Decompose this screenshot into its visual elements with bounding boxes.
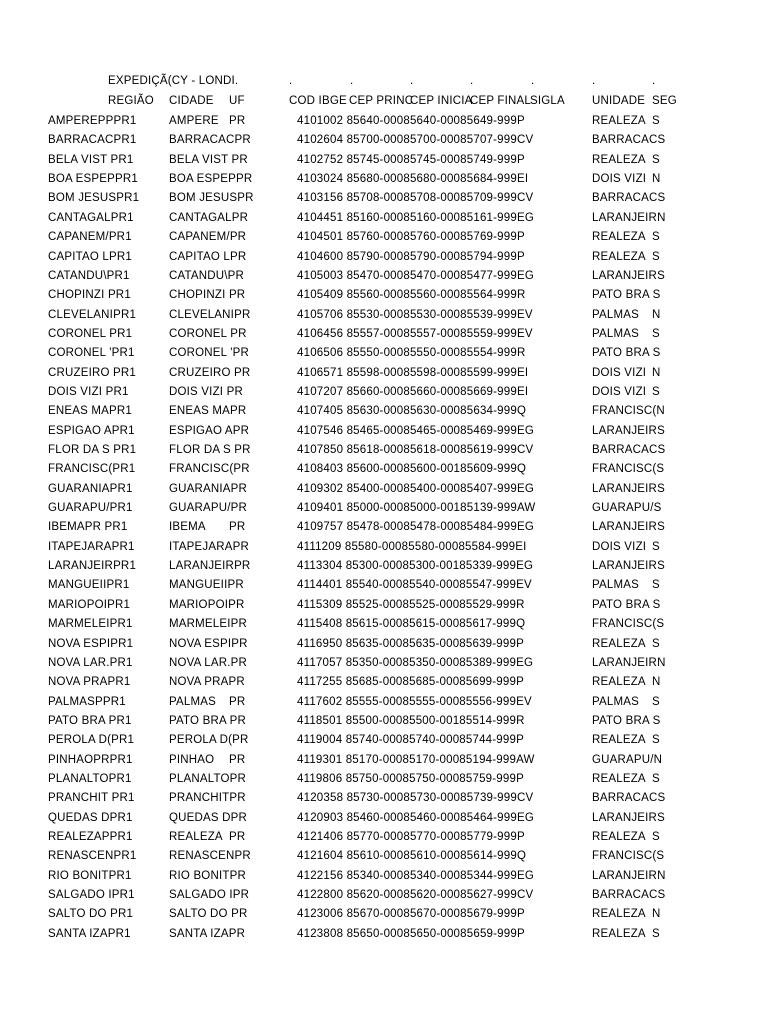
cell-codes: 4103024 85680-00085680-00085684-999EI — [297, 173, 529, 186]
cell-uf: PR — [229, 115, 246, 127]
table-row — [0, 596, 768, 615]
cell-unidade: LARANJEIRN — [592, 869, 666, 882]
table-row — [0, 306, 768, 325]
cell-cidade: MARMELEIPR — [169, 618, 248, 631]
header-cidade: CIDADE — [169, 95, 214, 107]
table-row — [0, 538, 768, 557]
cell-cidade: CHOPINZI PR — [169, 289, 246, 302]
cell-unidade: PALMAS — [592, 327, 640, 340]
cell-regiao: SALGADO IPR1 — [48, 889, 135, 901]
cell-regiao: BOA ESPEPPR1 — [48, 173, 138, 186]
cell-regiao: IBEMAPR PR1 — [48, 521, 128, 534]
cell-unidade: FRANCISC(S — [592, 463, 665, 476]
table-row — [0, 867, 768, 886]
cell-codes: 4102752 85745-00085745-00085749-999P — [297, 153, 525, 166]
cell-unidade: LARANJEIRS — [592, 560, 665, 572]
cell-seg: S — [652, 327, 660, 340]
cell-regiao: GUARANIAPR1 — [48, 482, 133, 495]
cell-regiao: SALTO DO PR1 — [48, 908, 134, 921]
cell-unidade: GUARAPU/S — [592, 502, 662, 514]
cell-regiao: MARIOPOIPR1 — [48, 598, 131, 611]
cell-regiao: GUARAPU/PR1 — [48, 502, 133, 514]
cell-cidade: GUARANIAPR — [169, 482, 248, 495]
table-row — [0, 557, 768, 576]
cell-regiao: MARMELEIPR1 — [48, 618, 133, 631]
header-cep-final: CEP FINAL — [470, 95, 532, 107]
cell-unidade: DOIS VIZI — [592, 173, 647, 186]
cell-codes: 4104501 85760-00085760-00085769-999P — [297, 231, 525, 244]
table-row — [0, 751, 768, 770]
table-row — [0, 422, 768, 441]
cell-cidade: BELA VIST PR — [169, 153, 248, 166]
cell-unidade: PATO BRA S — [592, 289, 661, 302]
cell-seg: S — [652, 540, 660, 553]
cell-codes: 4107546 85465-00085465-00085469-999EG — [297, 424, 534, 437]
cell-unidade: REALEZA — [592, 231, 646, 244]
cell-regiao: CAPITAO LPR1 — [48, 250, 132, 263]
cell-seg: S — [652, 579, 660, 592]
cell-uf: PR — [229, 521, 246, 534]
cell-regiao: PINHAOPRPR1 — [48, 753, 133, 766]
cell-unidade: PALMAS — [592, 579, 640, 592]
cell-cidade: GUARAPU/PR — [169, 502, 248, 514]
cell-unidade: REALEZA — [592, 250, 646, 263]
cell-cidade: CORONEL PR — [169, 327, 247, 340]
table-row — [0, 847, 768, 866]
cell-seg: N — [652, 366, 661, 379]
cell-codes: 4122156 85340-00085340-00085344-999EG — [297, 869, 534, 882]
cell-seg: S — [652, 695, 660, 708]
cell-codes: 4101002 85640-00085640-00085649-999P — [297, 115, 525, 127]
cell-unidade: REALEZA — [592, 153, 646, 166]
cell-regiao: FRANCISC(PR1 — [48, 463, 136, 476]
table-row — [0, 673, 768, 692]
table-row — [0, 499, 768, 518]
header-sigla: SIGLA — [530, 95, 565, 107]
cell-unidade: PATO BRA S — [592, 347, 661, 360]
table-row — [0, 693, 768, 712]
cell-seg: S — [652, 115, 660, 127]
cell-unidade: REALEZA — [592, 927, 646, 940]
table-row — [0, 325, 768, 344]
cell-codes: 4109302 85400-00085400-00085407-999EG — [297, 482, 534, 495]
cell-cidade: BOA ESPEPPR — [169, 173, 253, 186]
cell-unidade: LARANJEIRS — [592, 482, 665, 495]
cell-regiao: RENASCENPR1 — [48, 850, 137, 863]
cell-cidade: ESPIGAO APR — [169, 424, 250, 437]
title-dot: . — [652, 75, 656, 87]
cell-regiao: ITAPEJARAPR1 — [48, 540, 135, 553]
cell-unidade: GUARAPU/N — [592, 753, 663, 766]
cell-codes: 4115408 85615-00085615-00085617-999Q — [297, 618, 526, 631]
cell-cidade: MANGUEIIPR — [169, 579, 244, 592]
cell-regiao: CATANDU\PR1 — [48, 269, 130, 282]
table-row — [0, 828, 768, 847]
cell-regiao: REALEZAPPR1 — [48, 831, 133, 843]
cell-uf: PR — [229, 831, 246, 843]
cell-seg: S — [652, 831, 660, 843]
cell-codes: 4105706 85530-00085530-00085539-999EV — [297, 308, 533, 321]
table-row — [0, 460, 768, 479]
cell-cidade: ENEAS MAPR — [169, 405, 247, 418]
table-row — [0, 131, 768, 150]
table-row — [0, 905, 768, 924]
cell-seg: S — [652, 734, 660, 747]
cell-unidade: LARANJEIRS — [592, 811, 665, 824]
cell-codes: 4123808 85650-00085650-00085659-999P — [297, 927, 525, 940]
cell-cidade: QUEDAS DPR — [169, 811, 248, 824]
cell-unidade: LARANJEIRN — [592, 656, 666, 669]
cell-regiao: CORONEL 'PR1 — [48, 347, 135, 360]
title-dot: . — [470, 75, 474, 87]
cell-codes: 4114401 85540-00085540-00085547-999EV — [297, 579, 532, 592]
cell-unidade: REALEZA — [592, 676, 646, 689]
cell-cidade: CLEVELANIPR — [169, 308, 251, 321]
cell-codes: 4120358 85730-00085730-00085739-999CV — [297, 792, 534, 805]
cell-unidade: PALMAS — [592, 695, 640, 708]
cell-unidade: LARANJEIRS — [592, 424, 665, 437]
cell-unidade: PATO BRA S — [592, 598, 661, 611]
cell-unidade: REALEZA — [592, 734, 646, 747]
cell-regiao: RIO BONITPR1 — [48, 869, 132, 882]
table-row — [0, 925, 768, 944]
cell-cidade: MARIOPOIPR — [169, 598, 245, 611]
cell-regiao: SANTA IZAPR1 — [48, 927, 131, 940]
cell-cidade: LARANJEIRPR — [169, 560, 251, 572]
cell-codes: 4106506 85550-00085550-00085554-999R — [297, 347, 526, 360]
cell-cidade: FRANCISC(PR — [169, 463, 250, 476]
cell-regiao: CORONEL PR1 — [48, 327, 133, 340]
cell-cidade: REALEZA — [169, 831, 223, 843]
cell-codes: 4109401 85000-00085000-00185139-999AW — [297, 502, 536, 514]
cell-cidade: PEROLA D(PR — [169, 734, 249, 747]
cell-codes: 4115309 85525-00085525-00085529-999R — [297, 598, 525, 611]
table-row — [0, 518, 768, 537]
table-row — [0, 809, 768, 828]
cell-codes: 4122800 85620-00085620-00085627-999CV — [297, 889, 534, 901]
cell-codes: 4107405 85630-00085630-00085634-999Q — [297, 405, 527, 418]
cell-seg: S — [652, 250, 660, 263]
cell-regiao: ENEAS MAPR1 — [48, 405, 133, 418]
table-row — [0, 286, 768, 305]
cell-codes: 4117602 85555-00085555-00085556-999EV — [297, 695, 532, 708]
cell-codes: 4107207 85660-00085660-00085669-999EI — [297, 385, 529, 398]
cell-regiao: PATO BRA PR1 — [48, 714, 132, 727]
cell-regiao: FLOR DA S PR1 — [48, 444, 137, 456]
cell-codes: 4117255 85685-00085685-00085699-999P — [297, 676, 524, 689]
table-row — [0, 151, 768, 170]
cell-cidade: NOVA ESPIPR — [169, 637, 248, 650]
header-unidade: UNIDADE — [592, 95, 646, 107]
cell-cidade: CORONEL 'PR — [169, 347, 250, 360]
header-regiao: REGIÃO — [108, 95, 154, 107]
table-row — [0, 209, 768, 228]
cell-cidade: SANTA IZAPR — [169, 927, 246, 940]
cell-cidade: IBEMA — [169, 521, 206, 534]
cell-codes: 4121604 85610-00085610-00085614-999Q — [297, 850, 527, 863]
table-row — [0, 248, 768, 267]
cell-codes: 4121406 85770-00085770-00085779-999P — [297, 831, 525, 843]
table-row — [0, 112, 768, 131]
title-dot: . — [531, 75, 535, 87]
cell-codes: 4111209 85580-00085580-00085584-999EI — [297, 540, 527, 553]
cell-unidade: REALEZA — [592, 908, 646, 921]
cell-unidade: LARANJEIRS — [592, 269, 665, 282]
cell-cidade: FLOR DA S PR — [169, 444, 251, 456]
table-row — [0, 228, 768, 247]
cell-codes: 4108403 85600-00085600-00185609-999Q — [297, 463, 527, 476]
cell-regiao: LARANJEIRPR1 — [48, 560, 137, 572]
header-cep-inicial: CEP INICIA — [410, 95, 473, 107]
cell-cidade: BOM JESUSPR — [169, 192, 254, 205]
table-row — [0, 480, 768, 499]
cell-unidade: FRANCISC(N — [592, 405, 665, 418]
header-cod-ibge: COD IBGE — [289, 95, 347, 107]
cell-unidade: PALMAS — [592, 308, 640, 321]
cell-seg: S — [652, 385, 660, 398]
cell-codes: 4118501 85500-00085500-00185514-999R — [297, 714, 525, 727]
cell-regiao: CLEVELANIPR1 — [48, 308, 137, 321]
cell-unidade: LARANJEIRS — [592, 521, 665, 534]
cell-regiao: BOM JESUSPR1 — [48, 192, 140, 205]
cell-seg: S — [652, 772, 660, 785]
cell-codes: 4104451 85160-00085160-00085161-999EG — [297, 211, 534, 224]
cell-regiao: CRUZEIRO PR1 — [48, 366, 137, 379]
cell-cidade: RIO BONITPR — [169, 869, 246, 882]
cell-regiao: PLANALTOPR1 — [48, 772, 132, 785]
cell-cidade: CATANDU\PR — [169, 269, 245, 282]
cell-unidade: REALEZA — [592, 772, 646, 785]
cell-cidade: DOIS VIZI PR — [169, 385, 243, 398]
cell-codes: 4119004 85740-00085740-00085744-999P — [297, 734, 524, 747]
cell-unidade: LARANJEIRN — [592, 211, 666, 224]
header-cep-princ: CEP PRINC — [349, 95, 414, 107]
cell-regiao: PALMASPPR1 — [48, 695, 126, 708]
cell-codes: 4103156 85708-00085708-00085709-999CV — [297, 192, 534, 205]
cell-codes: 4119301 85170-00085170-00085194-999AW — [297, 753, 535, 766]
table-row — [0, 170, 768, 189]
cell-cidade: CAPITAO LPR — [169, 250, 247, 263]
cell-regiao: NOVA LAR.PR1 — [48, 656, 133, 669]
cell-codes: 4106456 85557-00085557-00085559-999EV — [297, 327, 533, 340]
cell-regiao: PEROLA D(PR1 — [48, 734, 135, 747]
cell-cidade: CANTAGALPR — [169, 211, 249, 224]
table-row — [0, 886, 768, 905]
cell-cidade: NOVA LAR.PR — [169, 656, 248, 669]
cell-unidade: FRANCISC(S — [592, 618, 665, 631]
cell-codes: 4119806 85750-00085750-00085759-999P — [297, 772, 524, 785]
cell-regiao: AMPEREPPPR1 — [48, 115, 137, 127]
cell-unidade: REALEZA — [592, 637, 646, 650]
cell-unidade: BARRACACS — [592, 792, 666, 805]
cell-regiao: DOIS VIZI PR1 — [48, 385, 129, 398]
cell-cidade: BARRACACPR — [169, 134, 251, 147]
cell-cidade: PATO BRA PR — [169, 714, 246, 727]
cell-seg: S — [652, 637, 660, 650]
table-row — [0, 712, 768, 731]
cell-cidade: SALGADO IPR — [169, 889, 250, 901]
cell-unidade: PATO BRA S — [592, 714, 661, 727]
title-dot: . — [410, 75, 414, 87]
cell-regiao: QUEDAS DPR1 — [48, 811, 133, 824]
cell-cidade: PRANCHITPR — [169, 792, 246, 805]
cell-unidade: DOIS VIZI — [592, 385, 647, 398]
cell-cidade: PALMAS — [169, 695, 217, 708]
cell-unidade: REALEZA — [592, 115, 646, 127]
title-dot: . — [592, 75, 596, 87]
cell-cidade: AMPERE — [169, 115, 219, 127]
header-seg: SEG — [652, 95, 677, 107]
cell-cidade: PINHAO — [169, 753, 215, 766]
table-row — [0, 770, 768, 789]
table-row — [0, 654, 768, 673]
table-row — [0, 441, 768, 460]
cell-codes: 4123006 85670-00085670-00085679-999P — [297, 908, 525, 921]
table-row — [0, 731, 768, 750]
cell-cidade: ITAPEJARAPR — [169, 540, 249, 553]
cell-cidade: NOVA PRAPR — [169, 676, 245, 689]
cell-codes: 4109757 85478-00085478-00085484-999EG — [297, 521, 534, 534]
table-row — [0, 267, 768, 286]
table-row — [0, 615, 768, 634]
cell-codes: 4106571 85598-00085598-00085599-999EI — [297, 366, 529, 379]
cell-regiao: CAPANEM/PR1 — [48, 231, 132, 244]
cell-unidade: BARRACACS — [592, 889, 666, 901]
table-row — [0, 402, 768, 421]
table-row — [0, 635, 768, 654]
cell-codes: 4104600 85790-00085790-00085794-999P — [297, 250, 525, 263]
cell-regiao: NOVA PRAPR1 — [48, 676, 131, 689]
cell-regiao: BARRACACPR1 — [48, 134, 137, 147]
title-row — [0, 72, 768, 91]
cell-seg: N — [652, 908, 661, 921]
cell-cidade: SALTO DO PR — [169, 908, 248, 921]
cell-seg: N — [652, 676, 661, 689]
cell-unidade: FRANCISC(S — [592, 850, 665, 863]
cell-seg: S — [652, 231, 660, 244]
cell-codes: 4102604 85700-00085700-00085707-999CV — [297, 134, 534, 147]
cell-regiao: MANGUEIIPR1 — [48, 579, 130, 592]
cell-cidade: PLANALTOPR — [169, 772, 246, 785]
table-row — [0, 383, 768, 402]
table-row — [0, 364, 768, 383]
cell-cidade: CRUZEIRO PR — [169, 366, 251, 379]
cell-unidade: BARRACACS — [592, 192, 666, 205]
cell-cidade: RENASCENPR — [169, 850, 251, 863]
cell-codes: 4120903 85460-00085460-00085464-999EG — [297, 811, 534, 824]
table-row — [0, 344, 768, 363]
cell-regiao: BELA VIST PR1 — [48, 153, 134, 166]
cell-regiao: NOVA ESPIPR1 — [48, 637, 134, 650]
cell-seg: N — [652, 173, 661, 186]
cell-seg: S — [652, 153, 660, 166]
cell-codes: 4113304 85300-00085300-00185339-999EG — [297, 560, 534, 572]
header-uf: UF — [229, 95, 245, 107]
cell-codes: 4117057 85350-00085350-00085389-999EG — [297, 656, 534, 669]
cell-codes: 4116950 85635-00085635-00085639-999P — [297, 637, 524, 650]
cell-cidade: CAPANEM/PR — [169, 231, 247, 244]
cell-regiao: ESPIGAO APR1 — [48, 424, 135, 437]
cell-seg: S — [652, 927, 660, 940]
title-dot: . — [289, 75, 293, 87]
cell-unidade: DOIS VIZI — [592, 366, 647, 379]
sheet-title: EXPEDIÇÃ(CY - LONDI. — [108, 75, 239, 87]
cell-regiao: CANTAGALPR1 — [48, 211, 134, 224]
table-row — [0, 189, 768, 208]
cell-regiao: PRANCHIT PR1 — [48, 792, 135, 805]
title-dot: . — [350, 75, 354, 87]
cell-codes: 4105409 85560-00085560-00085564-999R — [297, 289, 526, 302]
cell-seg: N — [652, 308, 661, 321]
header-row — [0, 92, 768, 111]
cell-unidade: BARRACACS — [592, 134, 666, 147]
table-row — [0, 576, 768, 595]
table-row — [0, 789, 768, 808]
cell-unidade: DOIS VIZI — [592, 540, 647, 553]
cell-uf: PR — [229, 753, 246, 766]
cell-regiao: CHOPINZI PR1 — [48, 289, 131, 302]
cell-unidade: BARRACACS — [592, 444, 666, 456]
cell-codes: 4107850 85618-00085618-00085619-999CV — [297, 444, 534, 456]
cell-unidade: REALEZA — [592, 831, 646, 843]
cell-codes: 4105003 85470-00085470-00085477-999EG — [297, 269, 534, 282]
cell-uf: PR — [229, 695, 246, 708]
